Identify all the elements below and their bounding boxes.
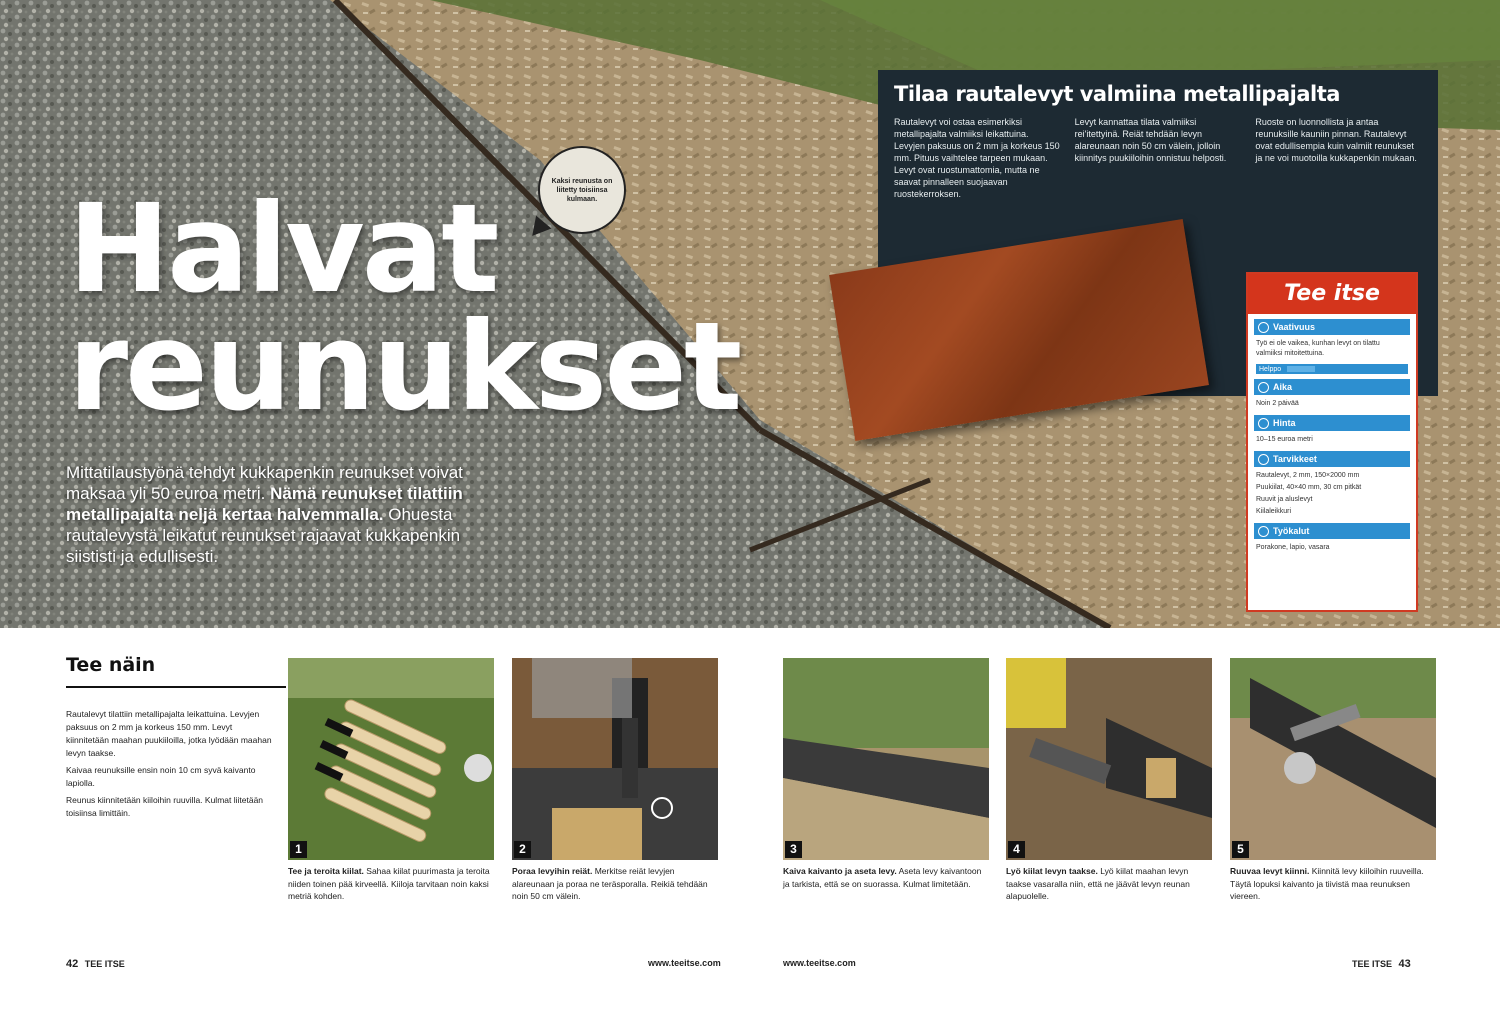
speech-bubble-text: Kaksi reunusta on liitetty toisiinsa kulmaan. [551,177,613,203]
step-3 [783,658,989,890]
step-5 [1230,658,1436,903]
step-2-caption-text: Merkitse reiät levyjen alareunaan ja poraa ne teräsporalla. Reikiä tehdään noin 50 cm välein. [512,866,708,901]
speech-bubble [538,146,626,234]
diy-tools-text: Porakone, lapio, vasara [1256,544,1330,551]
step-4-caption-text: Lyö kiilat maahan levyn taakse vasaralla niin, että ne jäävät levyn reunan alapuolelle. [1006,866,1190,901]
diy-difficulty-text: Työ ei ole vaikea, kunhan levyt on tilattu valmiiksi mitoitettuina. [1256,340,1380,357]
step-5-caption-text: Kiinnitä levy kiiloihin ruuveilla. Täytä lopuksi kaivanto ja tiivistä maa reunuksen viereen. [1230,866,1424,901]
step-1-caption-text: Sahaa kiilat puurimasta ja teroita niiden toinen pää kirveellä. Kiiloja tarvitaan noin kaksi metriä kohden. [288,866,490,901]
step-2-caption-bold: Poraa levyihin reiät. [512,866,593,876]
diy-price-label [1254,415,1410,431]
step-2-caption [512,865,718,903]
step-4-number: 4 [1008,841,1025,858]
difficulty-bar [1256,364,1408,374]
diy-price-text: 10–15 euroa metri [1256,436,1313,443]
folio-url-right: www.teeitse.com [783,958,856,968]
diy-materials-title: Tarvikkeet [1273,454,1317,464]
step-2-number: 2 [514,841,531,858]
step-4-caption [1006,865,1212,903]
info-panel-columns [894,116,1422,200]
step-3-number: 3 [785,841,802,858]
hero-intro [66,462,506,567]
step-3-caption-text: Aseta levy kaivantoon ja tarkista, että se on suorassa. Kulmat limitetään. [783,866,982,889]
diy-material-item: Kiilaleikkuri [1256,508,1292,515]
coin-icon [1258,418,1269,429]
difficulty-bar-label: Helppo [1259,365,1282,373]
info-panel-title: Tilaa rautalevyt valmiina metallipajalta [894,82,1340,106]
folio-brand-left: TEE ITSE [84,959,125,969]
wrench-icon [1258,526,1269,537]
diy-price-title: Hinta [1273,418,1296,428]
step-4-caption-bold: Lyö kiilat levyn taakse. [1006,866,1098,876]
diy-difficulty-label [1254,319,1410,335]
diy-box [1246,272,1418,612]
step-4 [1006,658,1212,903]
steps-sidebar-para: Kaivaa reunuksille ensin noin 10 cm syvä kaivanto lapiolla. [66,765,256,788]
step-5-number: 5 [1232,841,1249,858]
diy-material-item: Puukiilat, 40×40 mm, 30 cm pitkät [1256,484,1362,491]
folio-right [1352,958,1411,970]
info-col-2: Levyt kannattaa tilata valmiiksi rei'itettyinä. Reiät tehdään levyn alareunaan noin 50 cm välein, jolloin kiinnitys puukiiloihin onnistuu helposti. [1074,117,1227,163]
box-icon [1258,454,1269,465]
step-3-caption [783,865,989,890]
hero-intro-tail: Ohuesta rautalevystä leikatut reunukset rajaavat kukkapenkin siististi ja edullisesti. [66,505,461,566]
folio-left [66,958,125,970]
step-1-caption-bold: Tee ja teroita kiilat. [288,866,364,876]
hero-title-line2: reunukset [68,296,740,438]
step-3-photo [783,658,989,860]
hero-intro-bold: Nämä reunukset tilattiin metallipajalta neljä kertaa halvemmalla. [66,484,463,524]
steps-sidebar-para: Rautalevyt tilattiin metallipajalta leikattuina. Levyjen paksuus on 2 mm ja korkeus 150 mm. Levyt kiinnitetään maahan puukiiloilla, jotka lyödään maahan levyn taakse. [66,709,272,758]
gauge-icon [1258,322,1269,333]
step-2-photo [512,658,718,860]
step-3-caption-bold: Kaiva kaivanto ja aseta levy. [783,866,897,876]
diy-time-title: Aika [1273,382,1293,392]
diy-tools-label [1254,523,1410,539]
step-5-caption [1230,865,1436,903]
folio-brand-right: TEE ITSE [1352,959,1393,969]
diy-time-text: Noin 2 päivää [1256,400,1299,407]
clock-icon [1258,382,1269,393]
page-number-left: 42 [66,958,79,970]
diy-material-item: Rautalevyt, 2 mm, 150×2000 mm [1256,472,1360,479]
page-number-right: 43 [1398,958,1411,970]
hero-intro-plain: Mittatilaustyönä tehdyt kukkapenkin reunukset voivat maksaa yli 50 euroa metri. [66,463,463,503]
step-4-photo [1006,658,1212,860]
diy-difficulty-title: Vaativuus [1273,322,1316,332]
steps-sidebar-text [66,708,276,824]
diy-tools-title: Työkalut [1273,526,1310,536]
step-5-caption-bold: Ruuvaa levyt kiinni. [1230,866,1310,876]
steps-heading: Tee näin [66,654,286,688]
folio-url-left: www.teeitse.com [648,958,721,968]
step-1 [288,658,494,903]
diy-material-item: Ruuvit ja aluslevyt [1256,496,1313,503]
step-2 [512,658,718,903]
step-1-caption [288,865,494,903]
step-1-number: 1 [290,841,307,858]
diy-time-label [1254,379,1410,395]
info-col-3: Ruoste on luonnollista ja antaa reunuksille kauniin pinnan. Rautalevyt ovat edullisempia kuin valmiit reunukset ja ne voi muotoilla kukkapenkin mukaan. [1255,117,1417,163]
step-5-photo [1230,658,1436,860]
difficulty-bar-fill [1287,366,1315,372]
diy-box-header: Tee itse [1248,274,1416,314]
step-1-photo [288,658,494,860]
info-col-1: Rautalevyt voi ostaa esimerkiksi metallipajalta valmiiksi leikattuina. Levyjen paksuus on 2 mm ja korkeus 150 mm. Pituus vaihtelee tarpeen mukaan. Levyt ovat ruostumattomia, mutta ne saavat pinnalleen suojaavan ruostekerroksen. [894,117,1060,199]
hero-title-line1: Halvat [68,178,497,320]
diy-materials-label [1254,451,1410,467]
hero-title [68,178,740,438]
steps-sidebar-para: Reunus kiinnitetään kiiloihin ruuvilla. Kulmat liitetään toisiinsa limittäin. [66,795,264,818]
